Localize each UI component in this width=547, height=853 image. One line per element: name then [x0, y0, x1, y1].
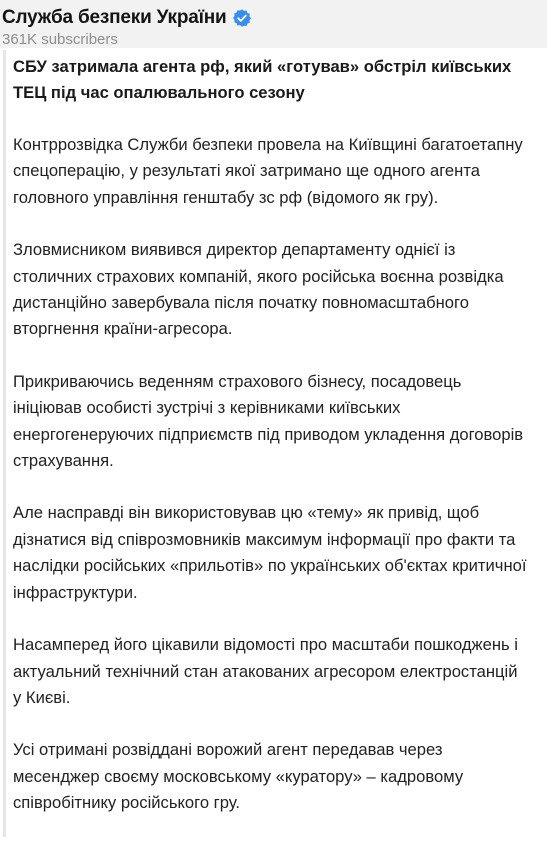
verified-badge-icon [232, 8, 252, 28]
channel-title[interactable]: Служба безпеки України [2, 7, 227, 28]
post-paragraph: Усі отримані розвіддані ворожий агент передавав через месенджер своєму московському «куратору» – кадровому співробітнику російського гру. [13, 740, 464, 813]
post-paragraph: Прикриваючись веденням страхового бізнесу, посадовець ініціював особисті зустрічі з керівниками київських енергогенеруючих підприємств під приводом укладення договорів страхування. [13, 371, 524, 471]
post-paragraph: Зловмисником виявився директор департаменту однієї із столичних страхових компаній, якого російська воєнна розвідка дистанційно завербувала після початку повномасштабного вторгнення країни-агресора. [13, 240, 504, 339]
subscriber-count: 361K subscribers [2, 31, 118, 48]
post-paragraph: Але насправді він використовував цю «тему» як привід, щоб дізнатися від співрозмовників максимум інформації про факти та наслідки російських «прильотів» по українських об'єктах критичної інфраструктури. [13, 503, 527, 602]
channel-post [0, 48, 547, 817]
channel-header[interactable] [0, 0, 547, 48]
post-paragraph: Контррозвідка Служби безпеки провела на Київщині багатоетапну спецоперацію, у результаті якої затримано ще одного агента головного управління генштабу зс рф (відомого як гру). [13, 135, 523, 207]
post-title: СБУ затримала агента рф, який «готував» обстріл київських ТЕЦ під час опалювального сезону [13, 57, 512, 102]
post-paragraph: Насамперед його цікавили відомості про масштаби пошкоджень і актуальний технічний стан атакованих агресором електростанцій у Києві. [13, 635, 518, 707]
channel-title-row [2, 6, 547, 30]
